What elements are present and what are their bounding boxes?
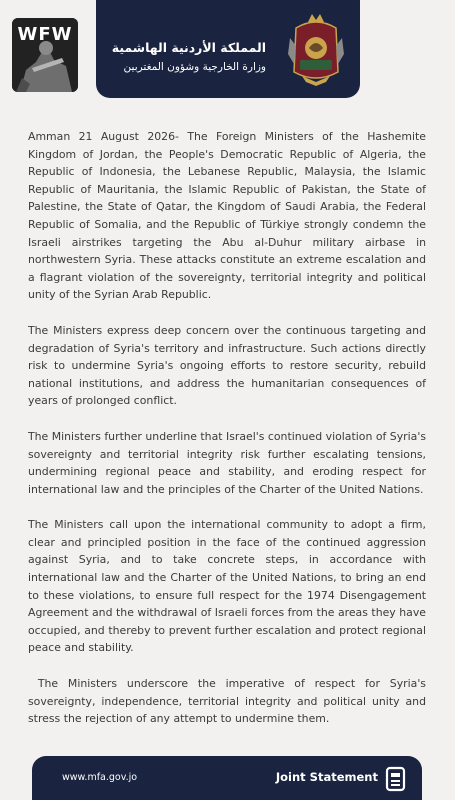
- statement-paragraph-4: The Ministers call upon the international community to adopt a firm, clear and principled position in the face of the continued aggression against Syria, and to take concrete steps, in accordance with international law and the Charter of the United Nations, to bring an end to these violations, to ensure full respect for the 1974 Disengagement Agreement and the withdrawal of Israeli forces from the areas they have occupied, and thereby to prevent further escalation and protect regional peace and stability.: [28, 518, 426, 655]
- ministry-subtitle: وزارة الخارجية وشؤون المغتربين: [123, 61, 266, 73]
- statement-paragraph-3: The Ministers further underline that Israel's continued violation of Syria's sovereignty and territorial integrity risk further escalating tensions, undermining regional peace and stability, and eroding respect for international law and the principles of the Charter of the United Nations.: [28, 429, 426, 496]
- ministry-title: المملكة الأردنية الهاشمية: [111, 40, 266, 55]
- statement-paragraph-5: The Ministers underscore the imperative of respect for Syria's sovereignty, independence, territorial integrity and political unity and stress the rejection of any attempt to undermine them.: [28, 677, 430, 726]
- document-icon: [384, 766, 410, 792]
- footer-bar: [32, 756, 422, 800]
- ministry-header: [96, 0, 360, 98]
- ministry-website-link[interactable]: www.mfa.gov.jo: [62, 772, 138, 783]
- wfw-logo: [12, 18, 78, 92]
- statement-paragraph-1: Amman 21 August 2026- The Foreign Ministers of the Hashemite Kingdom of Jordan, the People's Democratic Republic of Algeria, the Republic of Indonesia, the Lebanese Republic, Malaysia, the Islamic Republic of Mauritania, the Islamic Republic of Pakistan, the State of Palestine, the State of Qatar, the Kingdom of Saudi Arabia, the Federal Republic of Somalia, and the Republic of Türkiye strongly condemn the Israeli airstrikes targeting the Abu al-Duhur military airbase in northwestern Syria. These attacks constitute an extreme escalation and a flagrant violation of the sovereignty, territorial integrity and political unity of the Syrian Arab Republic.: [28, 130, 426, 302]
- statement-paragraph-2: The Ministers express deep concern over the continuous targeting and degradation of Syria's territory and infrastructure. Such actions directly risk to undermine Syria's ongoing efforts to restore security, rebuild national institutions, and address the humanitarian consequences of years of prolonged conflict.: [28, 323, 426, 408]
- jordan-coat-of-arms-icon: [286, 10, 346, 88]
- wfw-logo-text: WFW: [17, 24, 73, 45]
- joint-statement-label: Joint Statement: [275, 770, 378, 784]
- statement-body: [28, 128, 430, 746]
